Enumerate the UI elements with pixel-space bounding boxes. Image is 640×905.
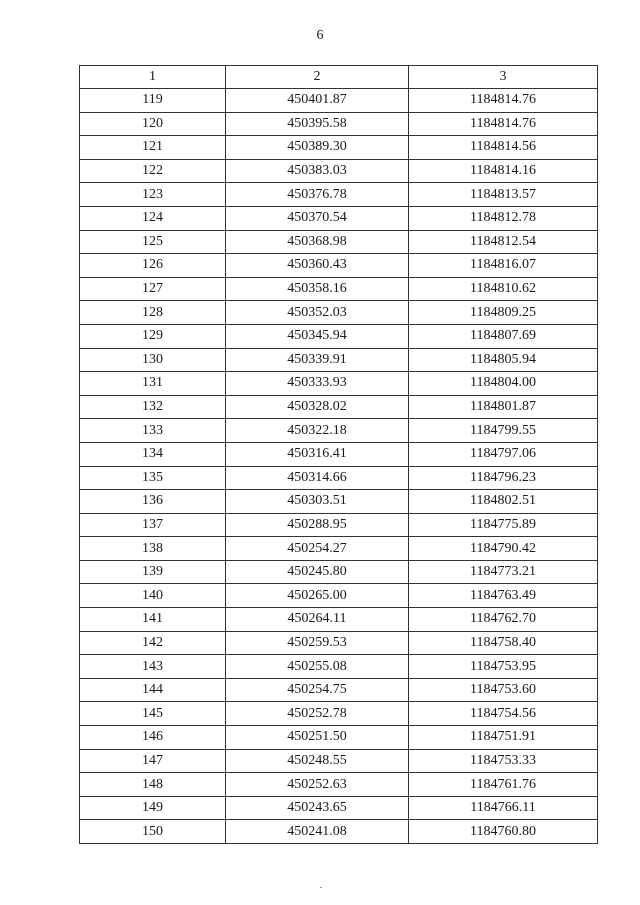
table-row	[80, 254, 598, 278]
x-coordinate-cell: 450245.80	[226, 560, 409, 584]
y-coordinate-cell: 1184775.89	[409, 513, 598, 537]
y-coordinate-cell: 1184766.11	[409, 796, 598, 820]
table-row	[80, 749, 598, 773]
point-number-cell: 122	[80, 159, 226, 183]
point-number-cell: 139	[80, 560, 226, 584]
point-number-cell: 137	[80, 513, 226, 537]
x-coordinate-cell: 450376.78	[226, 183, 409, 207]
y-coordinate-cell: 1184753.33	[409, 749, 598, 773]
x-coordinate-cell: 450333.93	[226, 372, 409, 396]
y-coordinate-cell: 1184814.56	[409, 136, 598, 160]
column-header: 3	[409, 66, 598, 89]
x-coordinate-cell: 450303.51	[226, 490, 409, 514]
point-number-cell: 150	[80, 820, 226, 844]
y-coordinate-cell: 1184790.42	[409, 537, 598, 561]
x-coordinate-cell: 450251.50	[226, 726, 409, 750]
point-number-cell: 120	[80, 112, 226, 136]
y-coordinate-cell: 1184797.06	[409, 442, 598, 466]
y-coordinate-cell: 1184760.80	[409, 820, 598, 844]
table-row	[80, 324, 598, 348]
table-row	[80, 490, 598, 514]
x-coordinate-cell: 450389.30	[226, 136, 409, 160]
x-coordinate-cell: 450383.03	[226, 159, 409, 183]
y-coordinate-cell: 1184809.25	[409, 301, 598, 325]
x-coordinate-cell: 450264.11	[226, 608, 409, 632]
point-number-cell: 149	[80, 796, 226, 820]
x-coordinate-cell: 450241.08	[226, 820, 409, 844]
table-row	[80, 466, 598, 490]
table-row	[80, 773, 598, 797]
table-row	[80, 655, 598, 679]
y-coordinate-cell: 1184773.21	[409, 560, 598, 584]
x-coordinate-cell: 450322.18	[226, 419, 409, 443]
y-coordinate-cell: 1184812.78	[409, 206, 598, 230]
x-coordinate-cell: 450316.41	[226, 442, 409, 466]
point-number-cell: 132	[80, 395, 226, 419]
page-number: 6	[316, 28, 324, 43]
y-coordinate-cell: 1184758.40	[409, 631, 598, 655]
y-coordinate-cell: 1184810.62	[409, 277, 598, 301]
point-number-cell: 147	[80, 749, 226, 773]
coordinates-table	[79, 65, 598, 844]
y-coordinate-cell: 1184753.60	[409, 678, 598, 702]
table-row	[80, 301, 598, 325]
x-coordinate-cell: 450254.27	[226, 537, 409, 561]
point-number-cell: 133	[80, 419, 226, 443]
point-number-cell: 138	[80, 537, 226, 561]
table-row	[80, 678, 598, 702]
column-header: 2	[226, 66, 409, 89]
point-number-cell: 134	[80, 442, 226, 466]
y-coordinate-cell: 1184754.56	[409, 702, 598, 726]
x-coordinate-cell: 450243.65	[226, 796, 409, 820]
y-coordinate-cell: 1184802.51	[409, 490, 598, 514]
table-row	[80, 584, 598, 608]
table-row	[80, 560, 598, 584]
point-number-cell: 142	[80, 631, 226, 655]
x-coordinate-cell: 450248.55	[226, 749, 409, 773]
x-coordinate-cell: 450252.63	[226, 773, 409, 797]
table-row	[80, 820, 598, 844]
table-header-row	[80, 66, 598, 89]
table-row	[80, 702, 598, 726]
x-coordinate-cell: 450259.53	[226, 631, 409, 655]
point-number-cell: 135	[80, 466, 226, 490]
x-coordinate-cell: 450401.87	[226, 89, 409, 113]
x-coordinate-cell: 450252.78	[226, 702, 409, 726]
y-coordinate-cell: 1184796.23	[409, 466, 598, 490]
x-coordinate-cell: 450395.58	[226, 112, 409, 136]
y-coordinate-cell: 1184814.76	[409, 112, 598, 136]
x-coordinate-cell: 450345.94	[226, 324, 409, 348]
point-number-cell: 143	[80, 655, 226, 679]
x-coordinate-cell: 450254.75	[226, 678, 409, 702]
table-row	[80, 277, 598, 301]
table-row	[80, 796, 598, 820]
point-number-cell: 125	[80, 230, 226, 254]
point-number-cell: 136	[80, 490, 226, 514]
table-row	[80, 136, 598, 160]
x-coordinate-cell: 450368.98	[226, 230, 409, 254]
y-coordinate-cell: 1184751.91	[409, 726, 598, 750]
table-row	[80, 442, 598, 466]
point-number-cell: 145	[80, 702, 226, 726]
y-coordinate-cell: 1184816.07	[409, 254, 598, 278]
x-coordinate-cell: 450314.66	[226, 466, 409, 490]
point-number-cell: 131	[80, 372, 226, 396]
point-number-cell: 126	[80, 254, 226, 278]
table-row	[80, 348, 598, 372]
x-coordinate-cell: 450288.95	[226, 513, 409, 537]
x-coordinate-cell: 450255.08	[226, 655, 409, 679]
table-row	[80, 513, 598, 537]
table-row	[80, 726, 598, 750]
y-coordinate-cell: 1184799.55	[409, 419, 598, 443]
table-row	[80, 372, 598, 396]
point-number-cell: 146	[80, 726, 226, 750]
point-number-cell: 124	[80, 206, 226, 230]
point-number-cell: 127	[80, 277, 226, 301]
table-row	[80, 183, 598, 207]
y-coordinate-cell: 1184812.54	[409, 230, 598, 254]
point-number-cell: 121	[80, 136, 226, 160]
point-number-cell: 123	[80, 183, 226, 207]
table-row	[80, 419, 598, 443]
table-row	[80, 608, 598, 632]
y-coordinate-cell: 1184814.16	[409, 159, 598, 183]
point-number-cell: 129	[80, 324, 226, 348]
table-row	[80, 89, 598, 113]
x-coordinate-cell: 450339.91	[226, 348, 409, 372]
point-number-cell: 128	[80, 301, 226, 325]
table-row	[80, 395, 598, 419]
y-coordinate-cell: 1184763.49	[409, 584, 598, 608]
x-coordinate-cell: 450370.54	[226, 206, 409, 230]
y-coordinate-cell: 1184807.69	[409, 324, 598, 348]
scan-mark	[320, 887, 322, 888]
point-number-cell: 148	[80, 773, 226, 797]
point-number-cell: 119	[80, 89, 226, 113]
point-number-cell: 140	[80, 584, 226, 608]
x-coordinate-cell: 450352.03	[226, 301, 409, 325]
x-coordinate-cell: 450265.00	[226, 584, 409, 608]
table-row	[80, 112, 598, 136]
y-coordinate-cell: 1184753.95	[409, 655, 598, 679]
y-coordinate-cell: 1184805.94	[409, 348, 598, 372]
table-row	[80, 159, 598, 183]
table-row	[80, 631, 598, 655]
y-coordinate-cell: 1184762.70	[409, 608, 598, 632]
point-number-cell: 130	[80, 348, 226, 372]
y-coordinate-cell: 1184813.57	[409, 183, 598, 207]
y-coordinate-cell: 1184801.87	[409, 395, 598, 419]
table-row	[80, 537, 598, 561]
x-coordinate-cell: 450360.43	[226, 254, 409, 278]
x-coordinate-cell: 450328.02	[226, 395, 409, 419]
y-coordinate-cell: 1184804.00	[409, 372, 598, 396]
y-coordinate-cell: 1184814.76	[409, 89, 598, 113]
column-header: 1	[80, 66, 226, 89]
x-coordinate-cell: 450358.16	[226, 277, 409, 301]
point-number-cell: 141	[80, 608, 226, 632]
point-number-cell: 144	[80, 678, 226, 702]
table-body	[80, 66, 598, 844]
y-coordinate-cell: 1184761.76	[409, 773, 598, 797]
table-row	[80, 206, 598, 230]
table-row	[80, 230, 598, 254]
